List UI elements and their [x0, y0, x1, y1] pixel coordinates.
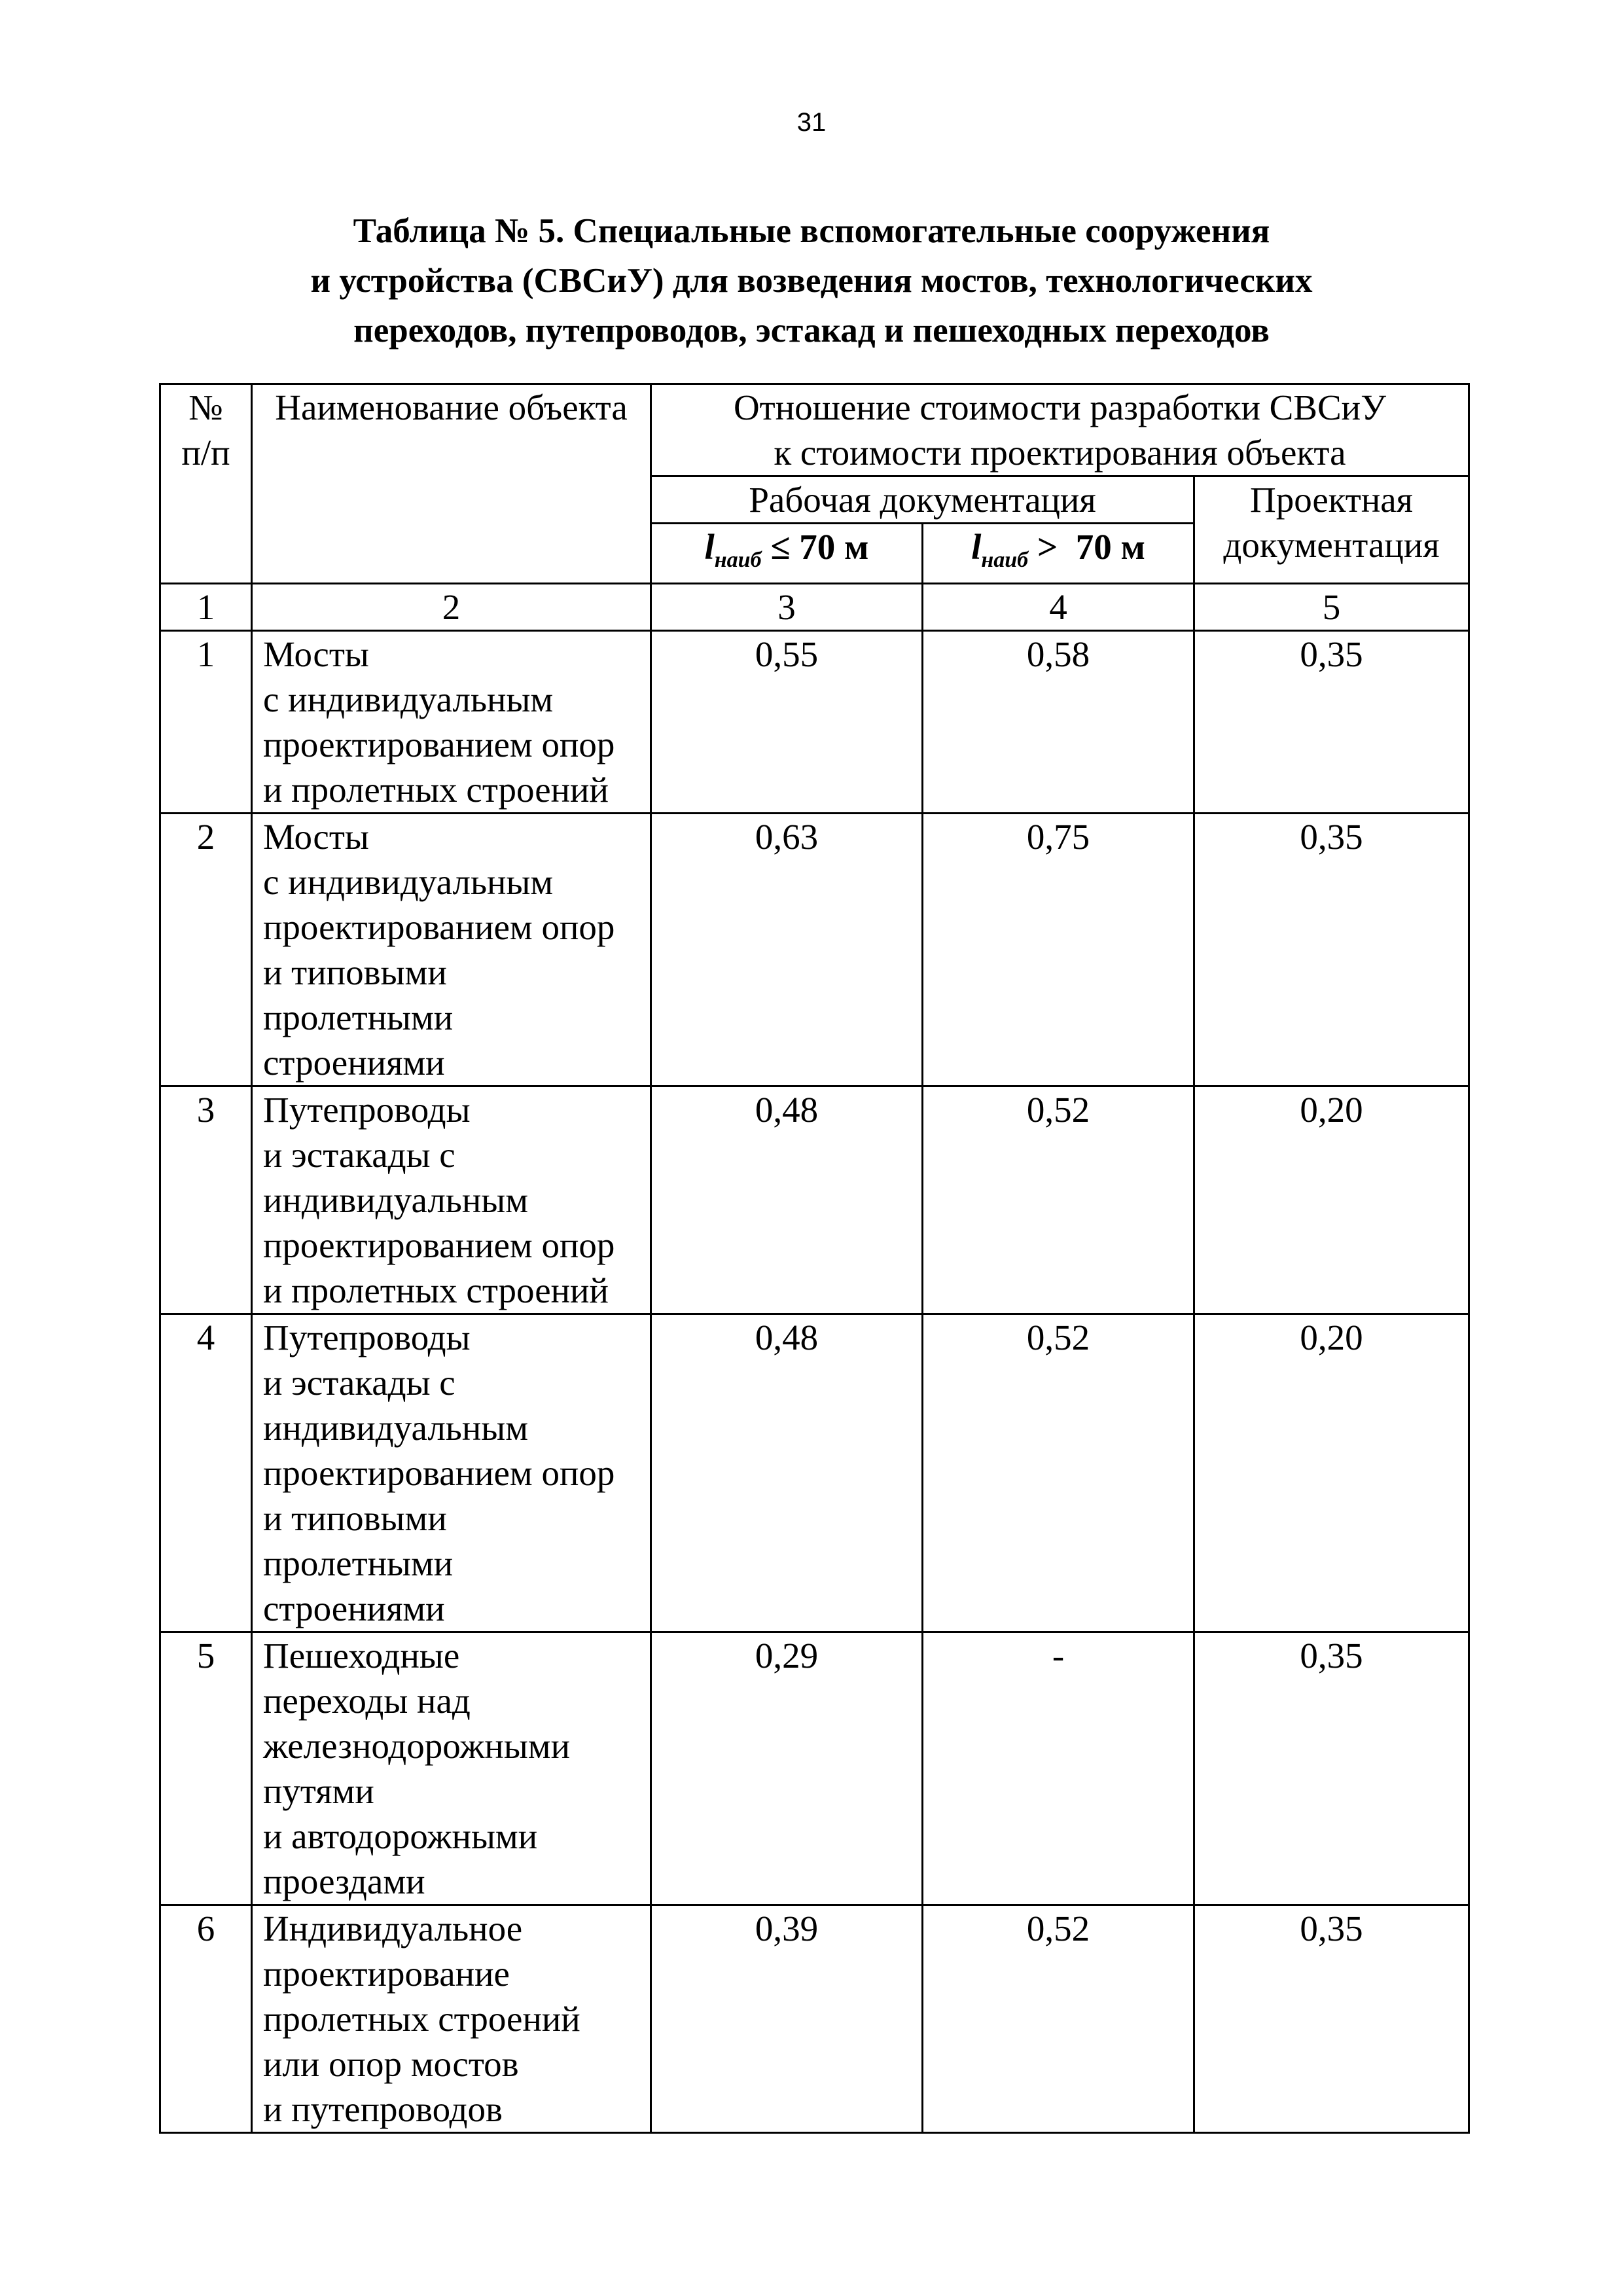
header-working-docs-label: Рабочая документация: [749, 480, 1096, 520]
header-project-docs-line-2: документация: [1223, 525, 1440, 565]
value-project: 0,35: [1194, 631, 1469, 814]
value-working-le-70: 0,29: [651, 1632, 923, 1905]
header-ratio-cell: [651, 384, 1469, 476]
value-working-le-70: 0,39: [651, 1905, 923, 2133]
column-number-row: [160, 584, 1469, 631]
title-line-3: переходов, путепроводов, эстакад и пешеходных переходов: [353, 312, 1270, 350]
value-project: 0,35: [1194, 814, 1469, 1086]
title-line-2: и устройства (СВСиУ) для возведения мостов, технологических: [310, 262, 1313, 300]
value-project: 0,20: [1194, 1314, 1469, 1632]
header-num-symbol: №: [188, 387, 223, 427]
header-name-label: Наименование объекта: [275, 387, 628, 427]
value-working-gt-70: 0,75: [923, 814, 1194, 1086]
table-row: [160, 1632, 1469, 1905]
table-row: [160, 1314, 1469, 1632]
object-name: Мосты с индивидуальным проектированием опор и типовыми пролетными строениями: [252, 814, 651, 1086]
page-number: 31: [796, 108, 827, 137]
object-name: Индивидуальное проектирование пролетных строений или опор мостов и путепроводов: [252, 1905, 651, 2133]
row-number: 4: [160, 1314, 252, 1632]
row-number: 5: [160, 1632, 252, 1905]
column-number: 2: [252, 584, 651, 631]
table-title: [196, 206, 1427, 355]
value-working-le-70: 0,55: [651, 631, 923, 814]
value-working-le-70: 0,63: [651, 814, 923, 1086]
object-name: Путепроводы и эстакады с индивидуальным проектированием опор и типовыми пролетными строениями: [252, 1314, 651, 1632]
header-span-gt-70-cell: [923, 524, 1194, 584]
object-name: Мосты с индивидуальным проектированием опор и пролетных строений: [252, 631, 651, 814]
object-name: Путепроводы и эстакады с индивидуальным проектированием опор и пролетных строений: [252, 1086, 651, 1314]
table-row: [160, 814, 1469, 1086]
value-working-gt-70: -: [923, 1632, 1194, 1905]
header-span-le-70-cell: [651, 524, 923, 584]
value-project: 0,20: [1194, 1086, 1469, 1314]
cost-ratio-table: [159, 383, 1470, 2134]
column-number: 4: [923, 584, 1194, 631]
column-number: 3: [651, 584, 923, 631]
value-working-gt-70: 0,52: [923, 1905, 1194, 2133]
header-num-cell: [160, 384, 252, 584]
value-project: 0,35: [1194, 1905, 1469, 2133]
header-project-docs-cell: [1194, 476, 1469, 584]
header-working-docs-cell: [651, 476, 1194, 524]
value-project: 0,35: [1194, 1632, 1469, 1905]
value-working-gt-70: 0,58: [923, 631, 1194, 814]
row-number: 2: [160, 814, 252, 1086]
header-span-gt-70: $l_{наиб} > 70$ м: [971, 527, 1145, 572]
header-num-label: п/п: [181, 433, 230, 473]
header-span-le-70: $l_{наиб} \le 70$ м: [704, 527, 869, 572]
header-project-docs-line-1: Проектная: [1250, 480, 1413, 520]
value-working-gt-70: 0,52: [923, 1314, 1194, 1632]
value-working-gt-70: 0,52: [923, 1086, 1194, 1314]
header-ratio-line-2: к стоимости проектирования объекта: [774, 433, 1346, 473]
table-row: [160, 1086, 1469, 1314]
object-name: Пешеходные переходы над железнодорожными путями и автодорожными проездами: [252, 1632, 651, 1905]
table-row: [160, 631, 1469, 814]
column-number: 1: [160, 584, 252, 631]
value-working-le-70: 0,48: [651, 1314, 923, 1632]
title-line-1: Таблица № 5. Специальные вспомогательные сооружения: [353, 212, 1270, 250]
row-number: 1: [160, 631, 252, 814]
column-number: 5: [1194, 584, 1469, 631]
header-ratio-line-1: Отношение стоимости разработки СВСиУ: [733, 387, 1387, 427]
row-number: 3: [160, 1086, 252, 1314]
header-name-cell: [252, 384, 651, 584]
table-row: [160, 1905, 1469, 2133]
value-working-le-70: 0,48: [651, 1086, 923, 1314]
row-number: 6: [160, 1905, 252, 2133]
